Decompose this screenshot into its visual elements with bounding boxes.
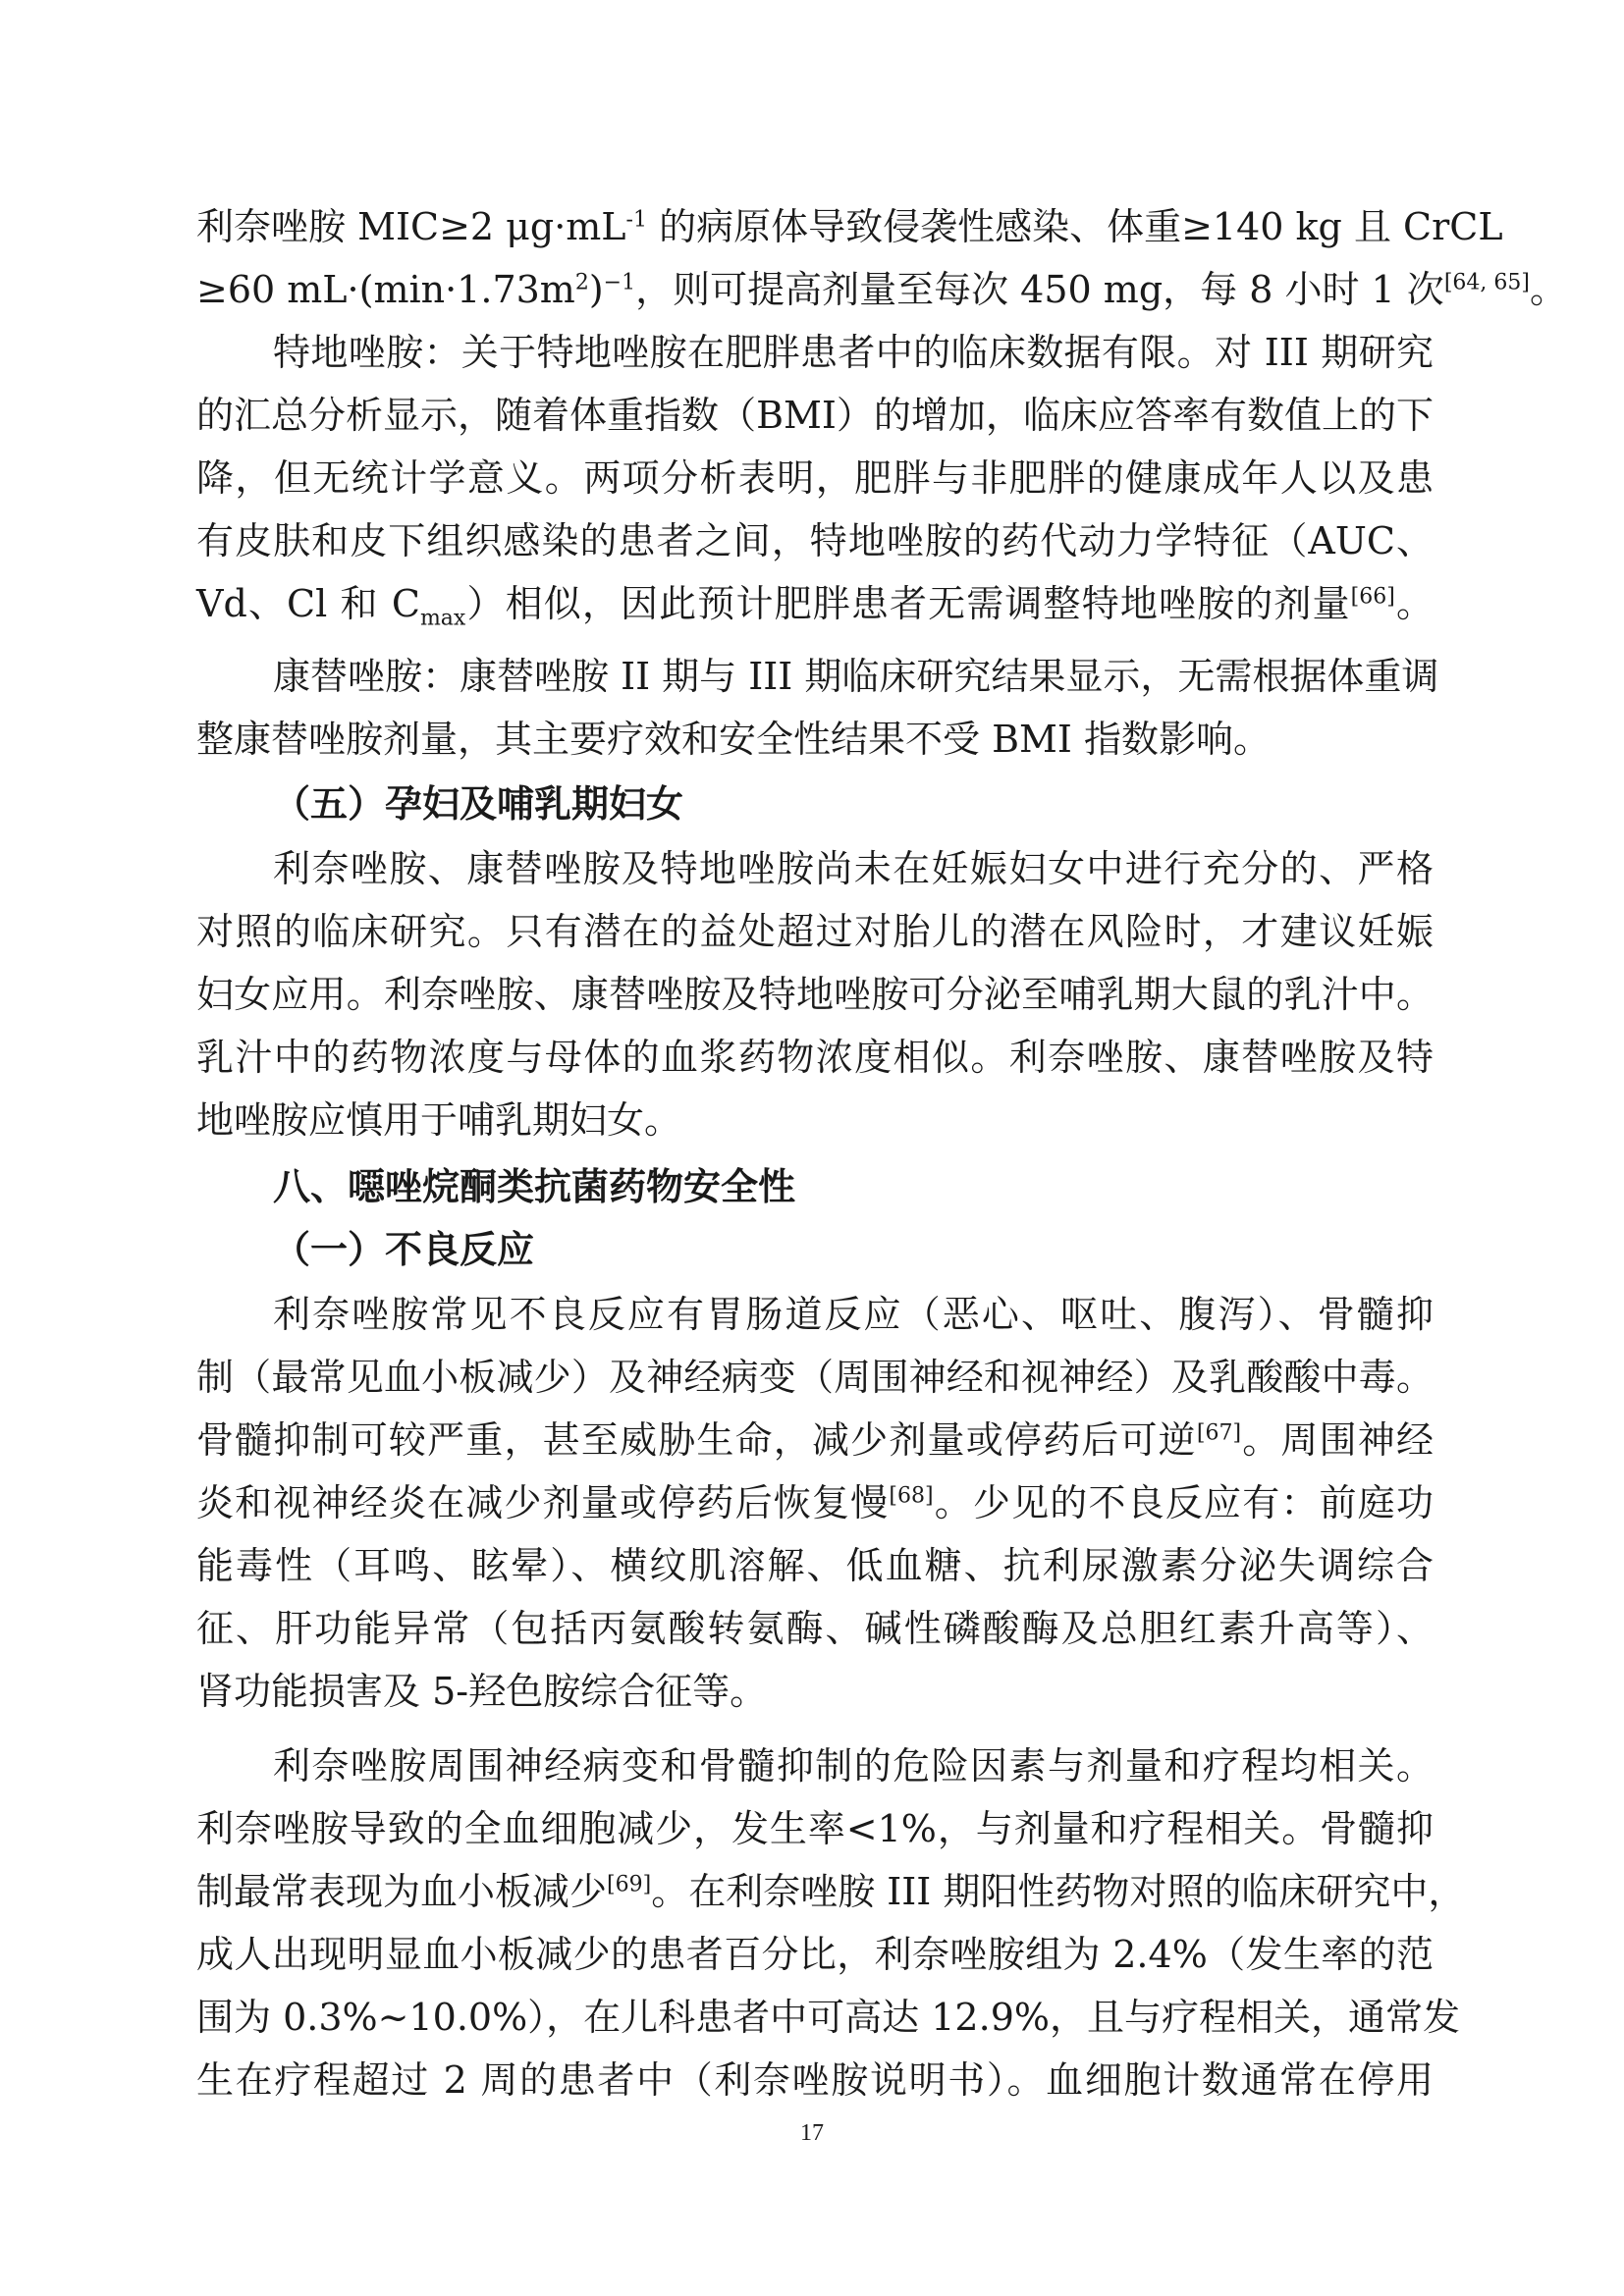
body-text-line: 利奈唑胺周围神经病变和骨髓抑制的危险因素与剂量和疗程均相关。 xyxy=(273,1744,1434,1788)
section-subheading: （五）孕妇及哺乳期妇女 xyxy=(273,781,684,826)
body-text-line: 炎和视神经炎在减少剂量或停药后恢复慢[68]。少见的不良反应有：前庭功 xyxy=(196,1481,1434,1524)
body-text-line: 降，但无统计学意义。两项分析表明，肥胖与非肥胖的健康成年人以及患 xyxy=(196,456,1434,500)
body-text-line: 成人出现明显血小板减少的患者百分比，利奈唑胺组为 2.4%（发生率的范 xyxy=(196,1933,1434,1976)
body-text-line: 妇女应用。利奈唑胺、康替唑胺及特地唑胺可分泌至哺乳期大鼠的乳汁中。 xyxy=(196,973,1434,1016)
body-text-line: 制最常表现为血小板减少[69]。在利奈唑胺 III 期阳性药物对照的临床研究中， xyxy=(196,1870,1466,1913)
body-text-line: 生在疗程超过 2 周的患者中（利奈唑胺说明书）。血细胞计数通常在停用 xyxy=(196,2058,1434,2102)
body-text-line: 有皮肤和皮下组织感染的患者之间，特地唑胺的药代动力学特征（AUC、 xyxy=(196,519,1434,562)
body-text-line: 能毒性（耳鸣、眩晕）、横纹肌溶解、低血糖、抗利尿激素分泌失调综合 xyxy=(196,1544,1434,1587)
body-text-line: 整康替唑胺剂量，其主要疗效和安全性结果不受 BMI 指数影响。 xyxy=(196,718,1272,761)
body-text-line: 的汇总分析显示，随着体重指数（BMI）的增加，临床应答率有数值上的下 xyxy=(196,394,1434,437)
body-text-line: 利奈唑胺导致的全血细胞减少，发生率<1%，与剂量和疗程相关。骨髓抑 xyxy=(196,1807,1434,1850)
section-heading: 八、噁唑烷酮类抗菌药物安全性 xyxy=(273,1164,796,1208)
body-text-line: 利奈唑胺常见不良反应有胃肠道反应（恶心、呕吐、腹泻）、骨髓抑 xyxy=(273,1293,1434,1336)
body-text-line: ≥60 $mL\cdot(\min\cdot 1.73m^2)^{-1}$，则可提高剂量至每次 450 mg，每 8 小时 1 次[64, 65]。 xyxy=(196,268,1567,311)
body-text-line: 特地唑胺：关于特地唑胺在肥胖患者中的临床数据有限。对 III 期研究 xyxy=(273,331,1434,374)
body-text-line: Vd、Cl 和 $C_{max}$）相似，因此预计肥胖患者无需调整特地唑胺的剂量[66]。 xyxy=(196,582,1434,631)
page-number: 17 xyxy=(800,2120,824,2146)
body-text-line: 围为 0.3%~10.0%），在儿科患者中可高达 12.9%，且与疗程相关，通常发 xyxy=(196,1996,1460,2039)
body-text-line: 骨髓抑制可较严重，甚至威胁生命，减少剂量或停药后可逆[67]。周围神经 xyxy=(196,1418,1434,1462)
section-subheading: （一）不良反应 xyxy=(273,1227,535,1271)
body-text-line: 利奈唑胺 MIC≥2 $\mu g\cdot mL^{-1}$ 的病原体导致侵袭性感染、体重≥140 kg 且 CrCL xyxy=(196,205,1503,248)
body-text-line: 肾功能损害及 5-羟色胺综合征等。 xyxy=(196,1670,768,1713)
body-text-line: 康替唑胺：康替唑胺 II 期与 III 期临床研究结果显示，无需根据体重调 xyxy=(273,655,1439,698)
body-text-line: 制（最常见血小板减少）及神经病变（周围神经和视神经）及乳酸酸中毒。 xyxy=(196,1356,1434,1399)
body-text-line: 征、肝功能异常（包括丙氨酸转氨酶、碱性磷酸酶及总胆红素升高等）、 xyxy=(196,1607,1434,1650)
body-text-line: 对照的临床研究。只有潜在的益处超过对胎儿的潜在风险时，才建议妊娠 xyxy=(196,910,1434,953)
body-text-line: 利奈唑胺、康替唑胺及特地唑胺尚未在妊娠妇女中进行充分的、严格 xyxy=(273,847,1434,890)
body-text-line: 地唑胺应慎用于哺乳期妇女。 xyxy=(196,1098,682,1142)
body-text-line: 乳汁中的药物浓度与母体的血浆药物浓度相似。利奈唑胺、康替唑胺及特 xyxy=(196,1036,1434,1079)
